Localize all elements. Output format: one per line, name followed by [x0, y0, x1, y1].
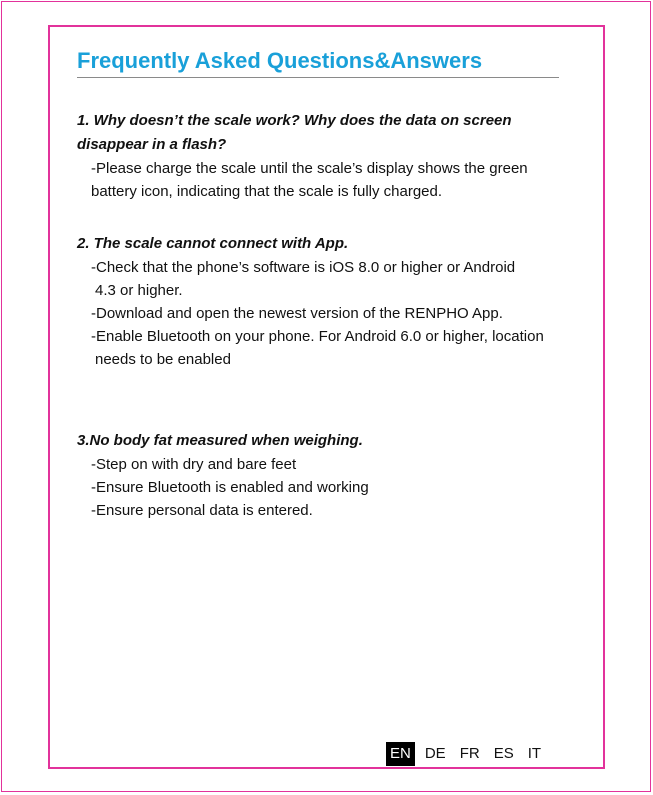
- faq-answer-2: [77, 256, 587, 371]
- question-line: 1. Why doesn’t the scale work? Why does the data on screen: [77, 112, 512, 129]
- faq-item-2: [77, 232, 587, 371]
- language-en[interactable]: EN: [386, 742, 415, 766]
- title-divider: [77, 77, 559, 78]
- answer-line: -Check that the phone’s software is iOS 8.0 or higher or Android: [91, 259, 516, 276]
- faq-answer-3: [77, 453, 587, 522]
- answer-line: -Please charge the scale until the scale’s display shows the green: [91, 160, 528, 177]
- question-line: disappear in a flash?: [77, 136, 227, 153]
- faq-question-1: [77, 109, 587, 157]
- question-line: 2. The scale cannot connect with App.: [77, 235, 349, 252]
- faq-item-3: [77, 429, 587, 522]
- answer-line: -Ensure Bluetooth is enabled and working: [91, 479, 369, 496]
- faq-answer-1: [77, 157, 587, 203]
- language-it[interactable]: IT: [527, 745, 542, 762]
- answer-line: -Enable Bluetooth on your phone. For Android 6.0 or higher, location: [91, 328, 544, 345]
- language-es[interactable]: ES: [493, 745, 514, 762]
- question-line: 3.No body fat measured when weighing.: [77, 432, 363, 449]
- language-de[interactable]: DE: [424, 745, 446, 762]
- faq-question-2: [77, 232, 587, 256]
- faq-question-3: [77, 429, 587, 453]
- answer-line: 4.3 or higher.: [95, 282, 183, 299]
- answer-line: -Download and open the newest version of the RENPHO App.: [91, 305, 503, 322]
- answer-line: battery icon, indicating that the scale is fully charged.: [91, 183, 443, 200]
- page-title: Frequently Asked Questions&Answers: [77, 48, 483, 73]
- faq-item-1: [77, 109, 587, 203]
- language-selector: [386, 742, 551, 766]
- answer-line: -Ensure personal data is entered.: [91, 502, 313, 519]
- language-fr[interactable]: FR: [459, 745, 480, 762]
- answer-line: -Step on with dry and bare feet: [91, 456, 297, 473]
- answer-line: needs to be enabled: [95, 351, 231, 368]
